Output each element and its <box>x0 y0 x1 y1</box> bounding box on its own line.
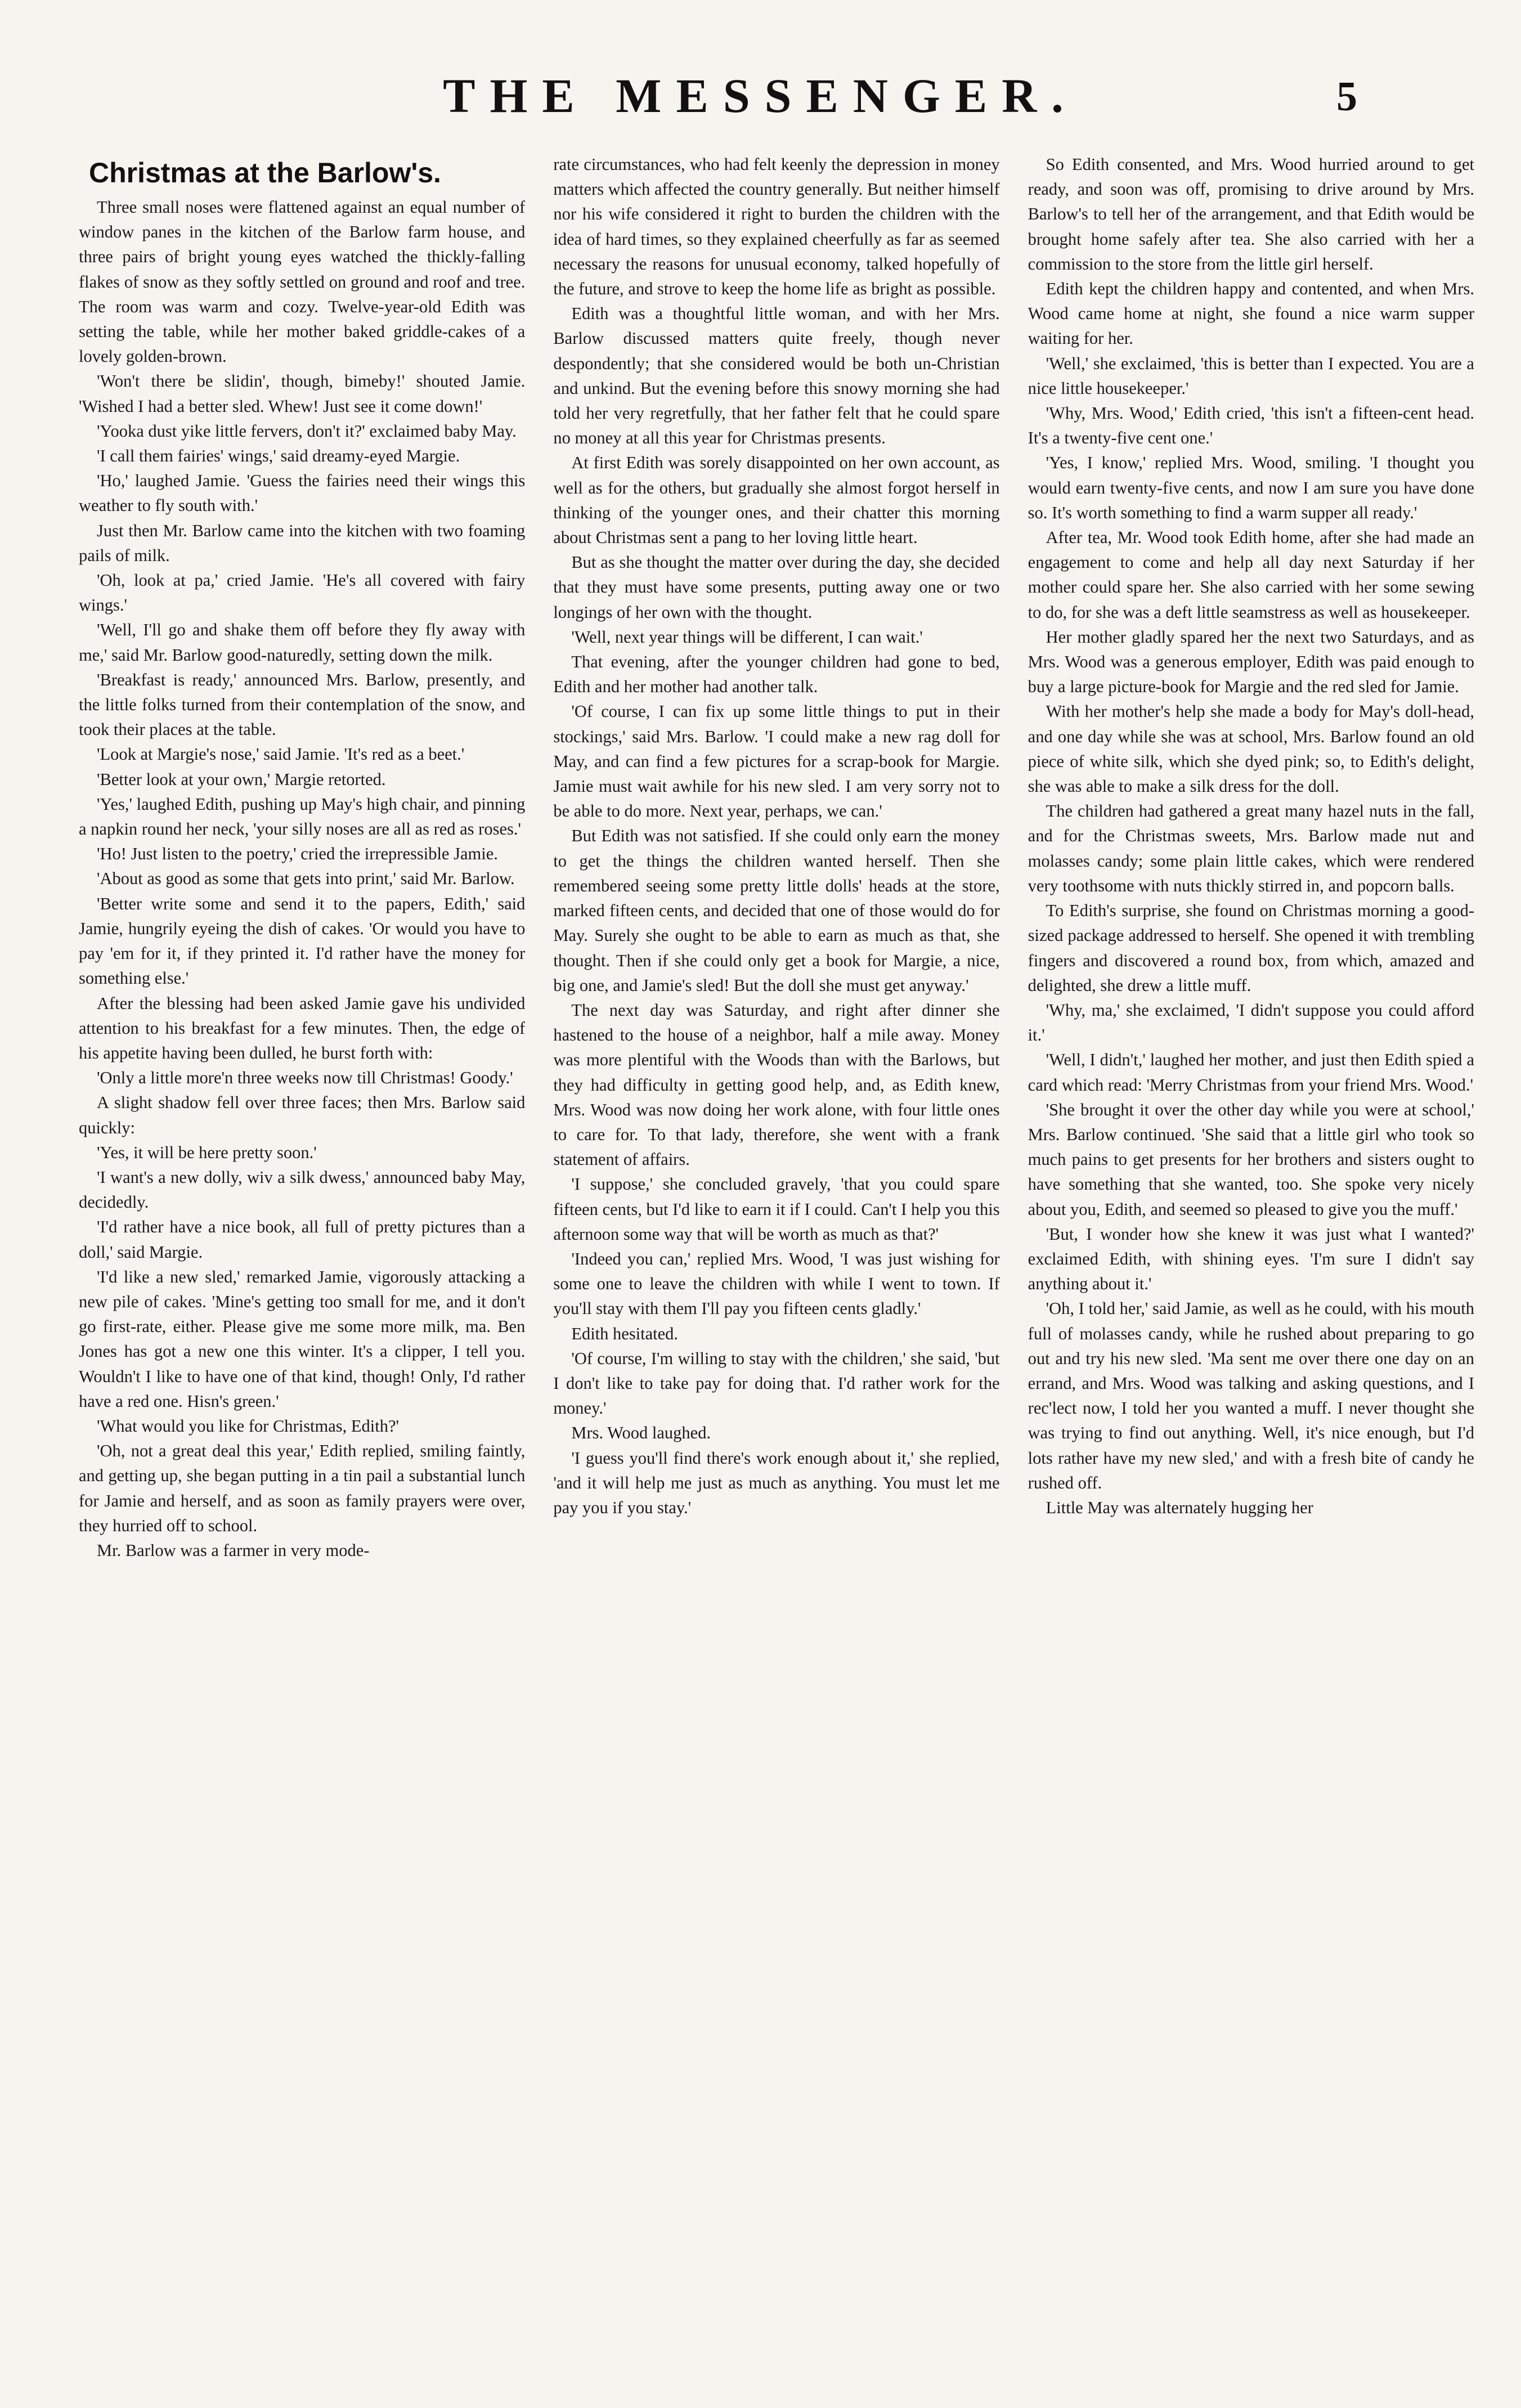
article-paragraph: 'Breakfast is ready,' announced Mrs. Barlow, presently, and the little folks turned from their contemplation of the snow, and took their places at the table. <box>79 670 526 739</box>
article-column-2 <box>553 152 999 2392</box>
article-column-1 <box>79 152 525 2392</box>
article-paragraph: The next day was Saturday, and right after dinner she hastened to the house of a neighbor, half a mile away. Money was more plentiful with the Woods than with the Barlows, but they had difficulty in getting good help, and, as Edith knew, Mrs. Wood was now doing her work alone, with four little ones to care for. To that lady, therefore, she went with a frank statement of affairs. <box>553 1000 1000 1169</box>
article-paragraph: rate circumstances, who had felt keenly the depression in money matters which affected the country generally. But neither himself nor his wife considered it right to burden the children with the idea of hard times, so they explained cheerfully as far as seemed necessary the reasons for unusual economy, talked hopefully of the future, and strove to keep the home life as bright as possible. <box>553 155 1000 299</box>
article-paragraph: 'She brought it over the other day while you were at school,' Mrs. Barlow continued. 'She said that a little girl who took so much pains to get presents for her brothers and sisters ought to have something that she wanted, too. She spoke very nicely about you, Edith, and seemed so pleased to give you the muff.' <box>1028 1100 1474 1219</box>
article-paragraph: Mrs. Wood laughed. <box>571 1423 711 1443</box>
article-paragraph: 'Better write some and send it to the papers, Edith,' said Jamie, hungrily eyeing the dish of cakes. 'Or would you have to pay 'em for it, if they printed it. I'd rather have the money for something else.' <box>79 894 526 988</box>
masthead <box>0 68 1521 135</box>
article-paragraph: 'Ho,' laughed Jamie. 'Guess the fairies need their wings this weather to fly south with.' <box>79 471 526 515</box>
article-paragraph: 'Only a little more'n three weeks now till Christmas! Goody.' <box>97 1068 513 1088</box>
article-paragraph: 'Oh, not a great deal this year,' Edith replied, smiling faintly, and getting up, she began putting in a tin pail a substantial lunch for Jamie and herself, and as soon as family prayers were over, they hurried off to school. <box>79 1441 526 1535</box>
article-paragraph: But Edith was not satisfied. If she could only earn the money to get the things the children wanted herself. Then she remembered seeing some pretty little dolls' heads at the store, marked fifteen cents, and decided that one of those would do for May. Surely she ought to be able to earn as much as that, she thought. Then if she could only get a book for Margie, a nice, big one, and Jamie's sled! But the doll she must get anyway.' <box>553 826 1000 995</box>
article-paragraph: 'Indeed you can,' replied Mrs. Wood, 'I was just wishing for some one to leave the children with while I went to town. If you'll stay with them I'll pay you fifteen cents gladly.' <box>553 1249 1000 1319</box>
article-paragraph: 'I'd like a new sled,' remarked Jamie, vigorously attacking a new pile of cakes. 'Mine's getting too small for me, and it don't go first-rate, either. Please give me some more milk, ma. Ben Jones has got a new one this winter. It's a clipper, I tell you. Wouldn't I like to have one of that kind, though! Only, I'd rather have a red one. Hisn's green.' <box>79 1267 526 1411</box>
article-paragraph: 'I want's a new dolly, wiv a silk dwess,' announced baby May, decidedly. <box>79 1167 526 1212</box>
article-body <box>79 152 1474 2392</box>
article-paragraph: Mr. Barlow was a farmer in very mode- <box>97 1540 370 1560</box>
article-paragraph: 'Of course, I'm willing to stay with the children,' she said, 'but I don't like to take pay for doing that. I'd rather work for the money.' <box>553 1348 1000 1418</box>
article-paragraph: 'Well, I didn't,' laughed her mother, and just then Edith spied a card which read: 'Merry Christmas from your friend Mrs. Wood.' <box>1028 1050 1474 1095</box>
article-paragraph: At first Edith was sorely disappointed on her own account, as well as for the others, but gradually she almost forgot herself in thinking of the younger ones, and their chatter this morning about Christmas sent a pang to her loving little heart. <box>553 453 1000 548</box>
article-paragraph: 'Why, Mrs. Wood,' Edith cried, 'this isn't a fifteen-cent head. It's a twenty-five cent one.' <box>1028 403 1474 448</box>
article-paragraph: After the blessing had been asked Jamie gave his undivided attention to his breakfast for a few minutes. Then, the edge of his appetite having been dulled, he burst forth with: <box>79 993 526 1062</box>
article-paragraph: 'Well, I'll go and shake them off before they fly away with me,' said Mr. Barlow good-naturedly, setting down the milk. <box>79 620 526 665</box>
article-paragraph: That evening, after the younger children had gone to bed, Edith and her mother had another talk. <box>553 652 1000 697</box>
article-paragraph: 'I call them fairies' wings,' said dreamy-eyed Margie. <box>97 446 460 466</box>
article-paragraph: After tea, Mr. Wood took Edith home, after she had made an engagement to come and help all day next Saturday if her mother could spare her. She also carried with her some sewing to do, for she was a deft little seamstress as well as housekeeper. <box>1028 528 1474 622</box>
page-number: 5 <box>1336 74 1357 120</box>
newspaper-title: THE MESSENGER. <box>443 69 1078 123</box>
article-paragraph: 'Yooka dust yike little fervers, don't it?' exclaimed baby May. <box>97 421 517 441</box>
article-paragraph: 'Well, next year things will be different, I can wait.' <box>571 627 923 647</box>
article-column-3 <box>1028 152 1474 2392</box>
article-paragraph: Edith hesitated. <box>571 1324 679 1343</box>
article-paragraph: So Edith consented, and Mrs. Wood hurried around to get ready, and soon was off, promising to drive around by Mrs. Barlow's to tell her of the arrangement, and that Edith would be brought home safely after tea. She also carried with her a commission to the store from the little girl herself. <box>1028 155 1474 273</box>
article-paragraph: But as she thought the matter over during the day, she decided that they must have some presents, putting away one or two longings of her own with the thought. <box>553 553 1000 622</box>
article-paragraph: Edith was a thoughtful little woman, and with her Mrs. Barlow discussed matters quite freely, though never despondently; that she considered would be both un-Christian and unkind. But the evening before this snowy morning she had told her very regretfully, that her father felt that he could spare no money at all this year for Christmas presents. <box>553 304 1000 448</box>
article-paragraph: Just then Mr. Barlow came into the kitchen with two foaming pails of milk. <box>79 521 526 565</box>
article-title: Christmas at the Barlow's. <box>89 157 441 189</box>
article-paragraph: A slight shadow fell over three faces; then Mrs. Barlow said quickly: <box>79 1093 526 1137</box>
article-paragraph: Her mother gladly spared her the next two Saturdays, and as Mrs. Wood was a generous employer, Edith was paid enough to buy a large picture-book for Margie and the red sled for Jamie. <box>1028 627 1474 697</box>
article-paragraph: 'I suppose,' she concluded gravely, 'that you could spare fifteen cents, but I'd like to earn it if I could. Can't I help you this afternoon some way that will be worth as much as that?' <box>553 1174 1000 1244</box>
article-paragraph: 'About as good as some that gets into print,' said Mr. Barlow. <box>97 869 515 889</box>
article-paragraph: 'I guess you'll find there's work enough about it,' she replied, 'and it will help me just as much as anything. You must let me pay you if you stay.' <box>553 1448 1000 1517</box>
article-paragraph: 'Oh, I told her,' said Jamie, as well as he could, with his mouth full of molasses candy, while he rushed about preparing to go out and try his new sled. 'Ma sent me over there one day on an errand, and Mrs. Wood was talking and asking questions, and I rec'lect now, I told her you wanted a muff. I never thought she was trying to find out anything. Well, it's nice enough, but I'd lots rather have my new sled,' and with a fresh bite of candy he rushed off. <box>1028 1299 1474 1492</box>
article-paragraph: 'Yes, it will be here pretty soon.' <box>97 1142 317 1162</box>
article-paragraph: 'Why, ma,' she exclaimed, 'I didn't suppose you could afford it.' <box>1028 1000 1474 1045</box>
article-paragraph: 'Yes,' laughed Edith, pushing up May's high chair, and pinning a napkin round her neck, 'your silly noses are all as red as roses.' <box>79 794 526 839</box>
article-paragraph: To Edith's surprise, she found on Christmas morning a good-sized package addressed to herself. She opened it with trembling fingers and discovered a round box, from which, amazed and delighted, she drew a little muff. <box>1028 901 1474 995</box>
article-paragraph: Edith kept the children happy and contented, and when Mrs. Wood came home at night, she found a nice warm supper waiting for her. <box>1028 279 1474 348</box>
article-paragraph: 'Yes, I know,' replied Mrs. Wood, smiling. 'I thought you would earn twenty-five cents, and now I am sure you have done so. It's worth something to find a warm supper all ready.' <box>1028 453 1474 522</box>
article-paragraph: 'I'd rather have a nice book, all full of pretty pictures than a doll,' said Margie. <box>79 1217 526 1262</box>
article-paragraph: 'Of course, I can fix up some little things to put in their stockings,' said Mrs. Barlow. 'I could make a new rag doll for May, and can find a few pictures for a scrap-book for Margie. Jamie must wait awhile for his new sled. I am very sorry not to be able to do more. Next year, perhaps, we can.' <box>553 702 1000 821</box>
article-paragraph: 'Won't there be slidin', though, bimeby!' shouted Jamie. 'Wished I had a better sled. Whew! Just see it come down!' <box>79 371 526 416</box>
article-paragraph: 'Look at Margie's nose,' said Jamie. 'It's red as a beet.' <box>97 745 465 764</box>
article-paragraph: 'But, I wonder how she knew it was just what I wanted?' exclaimed Edith, with shining eyes. 'I'm sure I didn't say anything about it.' <box>1028 1224 1474 1294</box>
article-paragraph: 'Well,' she exclaimed, 'this is better than I expected. You are a nice little housekeeper.' <box>1028 353 1474 398</box>
article-paragraph: 'Ho! Just listen to the poetry,' cried the irrepressible Jamie. <box>97 844 498 864</box>
article-paragraph: With her mother's help she made a body for May's doll-head, and one day while she was at school, Mrs. Barlow found an old piece of white silk, which she dyed pink; so, to Edith's delight, she was able to make a silk dress for the doll. <box>1028 702 1474 796</box>
article-paragraph: The children had gathered a great many hazel nuts in the fall, and for the Christmas sweets, Mrs. Barlow made nut and molasses candy; some plain little cakes, which were rendered very toothsome with nuts thickly stirred in, and popcorn balls. <box>1028 801 1474 895</box>
article-paragraph: Little May was alternately hugging her <box>1046 1497 1313 1517</box>
article-paragraph: 'Oh, look at pa,' cried Jamie. 'He's all covered with fairy wings.' <box>79 571 526 615</box>
article-paragraph: 'Better look at your own,' Margie retorted. <box>97 769 386 789</box>
article-paragraph: 'What would you like for Christmas, Edith?' <box>97 1416 400 1436</box>
article-paragraph: Three small noses were flattened against an equal number of window panes in the kitchen of the Barlow farm house, and three pairs of bright young eyes watched the thickly-falling flakes of snow as they softly settled on ground and roof and tree. The room was warm and cozy. Twelve-year-old Edith was setting the table, while her mother baked griddle-cakes of a lovely golden-brown. <box>79 198 526 366</box>
